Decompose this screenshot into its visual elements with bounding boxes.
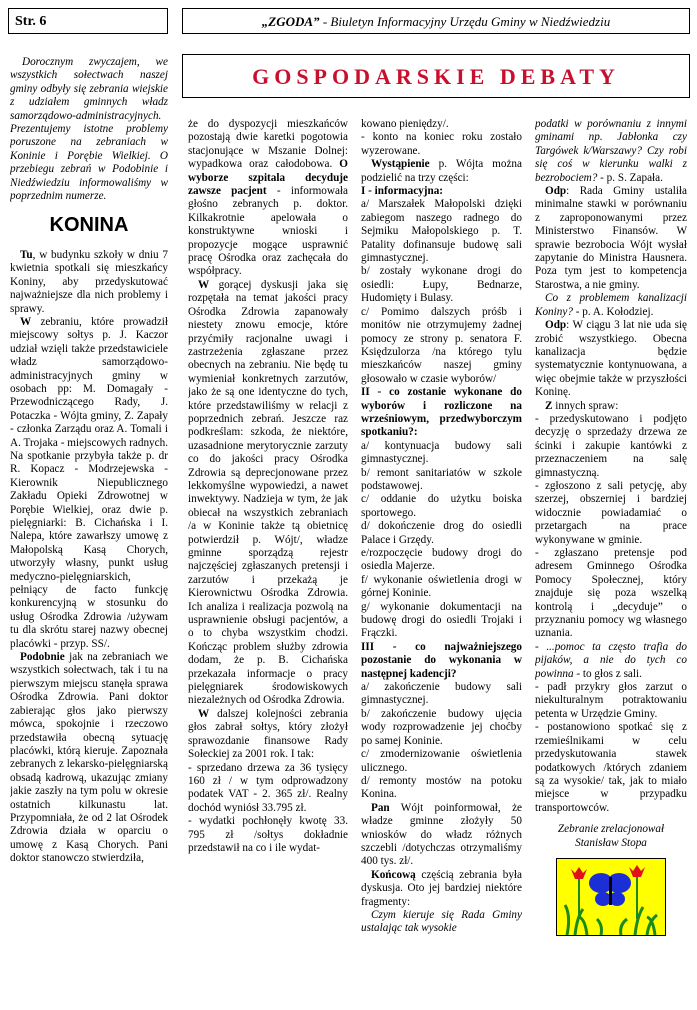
list-item: c/ zmodernizowanie oświetlenia ulicznego.	[361, 748, 522, 774]
list-item: f/ wykonanie oświetlenia drogi w górnej Koninie.	[361, 573, 522, 600]
paragraph-text: jak na zebraniach we wszystkich sołectwach, tak i tu na pierwszym miejscu stanęła sprawa Ośrodka Zdrowia. Pani doktor zabierając głos jako pierwszy mówca, spokojnie i rzeczowo przedstawiła obecną sytuację placówki, którą kieruje. Zapoznała zebranych z lekarsko-pielęgniarską obsadą kadrową, ukazując zmiany jakie zaszły na tym polu w okresie ostatnich kilkunastu lat. Przypomniała, że od 2 lat Ośrodek Zdrowia działa w oparciu o umowę z Kasą Chorych. Pani doktor stanowczo stwierdziła,	[10, 651, 168, 865]
answer-label: Odp	[545, 185, 567, 198]
signature-line-1: Zebranie zrelacjonował	[557, 823, 665, 836]
question-author: - p. A. Kołodziej.	[572, 305, 654, 318]
paragraph-text: - informowała głośno zebranych p. doktor. Kilkakrotnie apelowała o konstruktywne wnioski i propozycje mogące usprawnić pracę Ośrodka oraz zachęcała do współpracy.	[188, 185, 348, 278]
paragraph	[10, 249, 168, 316]
paragraph	[535, 400, 687, 413]
list-item: d/ dokończenie drog do osiedli Palace i Grzędy.	[361, 520, 522, 546]
question	[535, 292, 687, 319]
column-4	[535, 118, 687, 1004]
paragraph	[361, 802, 522, 869]
paragraph	[188, 118, 348, 279]
list-item: c/ oddanie do użytku boiska sportowego.	[361, 493, 522, 519]
list-item: - konto na koniec roku zostało wyzerowane.	[361, 131, 522, 157]
drop-word: Podobnie	[20, 651, 65, 664]
subheading: III - co najważniejszego pozostanie do wykonania w następnej kadencji?	[361, 640, 522, 680]
paragraph	[188, 708, 348, 762]
paragraph-text: gorącej dyskusji jaka się rozpętała na temat jakości pracy Ośrodka Zdrowia zapanowały niestety znowu emocje, które przyćmiły racjonalne uwagi i zastrzeżenia zgłaszane przez obecnych na zebraniu. Nie będę tu wymieniał konkretnych zarzutów, jako że są one identyczne do tych, które przedstawiliśmy w relacji z poprzednich zebrań. Jeszcze raz podkreślam: szkoda, że niektóre, uzasadnione merytorycznie zarzuty co do jakości pracy Ośrodka Zdrowia są deprecjonowane przez lekkomyślne wypowiedzi, a nawet inwektywy. Nadzieja w tym, że jak obiecał na wszystkich zebraniach /a w Koninie także tą obietnicę potwierdził p. Wójt/, władze gminne sporządzą rejestr najczęściej zgłaszanych pretensji i zarzutów i przekażą je Kierownictwu Ośrodka Zdrowia. Ich analiza i realizacja pozwolą na usprawnienie obsługi pacjentów, a o to chyba wszystkim chodzi. Kończąc problem służby zdrowia dodam, że p. B. Cichańska przekazała informacje o pracy pielęgniarek środowiskowych niezależnych od Ośrodka Zdrowia.	[188, 278, 348, 707]
section-heading-konina: KONINA	[49, 214, 129, 237]
drop-word: Z	[545, 399, 553, 412]
list-item: g/ wykonanie dokumentacji na budowę drogi do osiedli Trojaki i Frączki.	[361, 600, 522, 640]
column-1	[10, 56, 168, 1004]
emphasis-text: O wyborze szpitala decyduje zawsze pacjent	[188, 158, 348, 198]
list-item: - zgłoszono z sali petycję, aby szerzej, obszerniej i bardziej widocznie powiadamiać o przetargach na prace wykonywane w gminie.	[535, 479, 687, 546]
list-item: - wydatki pochłonęły kwotę 33. 795 zł /sołtys dokładnie przedstawił na co i ile wydat-	[188, 815, 348, 854]
column-2	[188, 118, 348, 1004]
list-item	[535, 641, 687, 681]
question: Czym kieruje się Rada Gminy ustalając tak wysokie	[361, 908, 522, 935]
drop-word: W	[198, 707, 210, 720]
paragraph-text: zebraniu, które prowadził miejscowy sołtys p. J. Kaczor udział wzięli także przedstawiciele władz samorządowo-administracyjnych gminy w osobach pp: M. Domagały - Przewodniczącego Rady, J. Potaczka - Wójta gminy, Z. Zapały - członka Zarządu oraz A. Tomali i A. Trojaka - miejscowych radnych. Na spotkanie przybyła także p. dr R. Kopacz - Modrzejewska - Kierownik Niepublicznego Zakładu Opieki Zdrowotnej w Porębie Wielkiej, oraz dwie p. pielęgniarki: B. Cichańska i I. Nalepa, które zawarłszy umowę z Małopolską Kasą Chorych, utworzyły własny, punkt usług medyczno-pielęgniarskich, pełniący de facto funkcję konkurencyjną w stosunku do usług Ośrodka Zdrowia /używam tu dla skrótu starej nazwy obecnej placówki - przyp. SS/.	[10, 315, 168, 650]
article-lead	[10, 56, 168, 203]
paragraph-text: częścią zebrania była dyskusja. Oto jej bardziej niektóre fragmenty:	[361, 868, 522, 908]
list-item: d/ remonty mostów na potoku Konina.	[361, 774, 522, 801]
paragraph-text: , w budynku szkoły w dniu 7 kwietnia spotkali się mieszkańcy Koniny, aby przedyskutować najważniejsze dla nich problemy i sprawy.	[10, 248, 168, 315]
question-author: - p. S. Zapała.	[597, 171, 663, 184]
paragraph-text: dalszej kolejności zebrania głos zabrał sołtys, który złożył sprawozdanie finansowe Rady Sołeckiej za 2001 rok. I tak:	[188, 707, 348, 761]
answer	[535, 185, 687, 292]
paragraph-text: że do dyspozycji mieszkańców pozostają dwie karetki pogotowia stacjonujące w Mszanie Dolnej: wypadkowa oraz całodobowa.	[188, 118, 348, 171]
drop-word: Tu	[20, 248, 33, 261]
paragraph	[10, 316, 168, 651]
bulletin-header	[182, 8, 690, 34]
list-item: a/ Marszałek Małopolski dzięki zabiegom naszego radnego do Sejmiku Małopolskiego p. T. Patality dofinansuje budowę sali gimnastycznej.	[361, 198, 522, 265]
paragraph-text: Wójt poinformował, że władze gminne złożyły 50 wniosków do władz różnych szczebli /dotychczas otrzymaliśmy 400 tys. zł/.	[361, 801, 522, 868]
paragraph	[188, 279, 348, 708]
subheading: II - co zostanie wykonane do wyborów i rozliczone na wrześniowym, przedwyborczym spotkaniu?:	[361, 386, 522, 439]
list-item: b/ zostały wykonane drogi do osiedli: Łupy, Bednarze, Hudomięty i Bulasy.	[361, 265, 522, 305]
drop-word: Wystąpienie	[371, 158, 430, 171]
page-number: Str. 6	[8, 8, 168, 34]
answer-text: : W ciągu 3 lat nie uda się zrobić wszystkiego. Obecna kanalizacja będzie systematycznie kontynuowana, a więc obejmie także w przyszłości Koninę.	[535, 319, 687, 399]
article-headline: GOSPODARSKIE DEBATY	[182, 54, 690, 98]
list-item: a/ zakończenie budowy sali gimnastycznej.	[361, 681, 522, 707]
list-item: - przedyskutowano i podjęto decyzję o sprzedaży drzewa ze ścinki i zakupie kantówki z przeznaczeniem na salę gimnastyczną.	[535, 412, 687, 479]
paragraph-text: p. Wójta można podzielić na trzy części:	[361, 158, 522, 184]
quote-source: - to głos z sali.	[573, 667, 642, 680]
list-item: - postanowiono spotkać się z rzemieślnikami w celu przedyskutowania stawek podatkowych /których zdaniem są za wysokie/ tak, jak to miało miejsce w przypadku transportowców.	[535, 721, 687, 814]
flowers-butterfly-illustration	[556, 858, 666, 936]
list-item: - sprzedano drzewa za 36 tysięcy 160 zł / w tym odprowadzony podatek VAT - 2. 365 zł/. Realny dochód wyniósł 33.795 zł.	[188, 761, 348, 814]
lead-text: Dorocznym zwyczajem, we wszystkich sołectwach naszej gminy odbyły się zebrania wiejskie z udziałem gminnych władz samorządowo-administracyjnych. Prezentujemy istotne problemy poruszone na zebraniach w Koninie i Porębie Wielkiej. O przebiegu zebrań w Podobinie i Niedźwiedziu informowaliśmy w poprzednim numerze.	[10, 56, 168, 203]
paragraph	[10, 651, 168, 866]
subheading: I - informacyjna:	[361, 185, 444, 198]
drop-word: W	[198, 278, 210, 291]
author-signature	[535, 823, 687, 850]
list-item: - padł przykry głos zarzut o niekulturalnym potraktowaniu petenta w Urzędzie Gminy.	[535, 681, 687, 720]
drop-word: Pan	[371, 801, 390, 814]
question	[535, 118, 687, 185]
answer	[535, 319, 687, 399]
list-item: a/ kontynuacja budowy sali gimnastycznej.	[361, 439, 522, 466]
question-text: podatki w porównaniu z innymi gminami np. Jabłonka czy Targówek k/Warszawy? Czy robi się coś w kierunku walki z bezrobociem?	[535, 118, 687, 184]
bulletin-name: „ZGODA”	[261, 14, 320, 29]
paragraph	[361, 158, 522, 185]
paragraph-text: innych spraw:	[552, 399, 619, 412]
list-item: - zgłaszano pretensje pod adresem Gminnego Ośrodka Pomocy Społecznej, który znajduje się poza wszelką kontrolą i „decyduje” o przyznaniu pomocy wg własnego uznania.	[535, 547, 687, 640]
paragraph	[361, 869, 522, 909]
answer-text: : Rada Gminy ustaliła minimalne stawki w porównaniu z zaproponowanymi przez Ministerstwo Finansów. W sprawie bezrobocia Wójt wysłał zapytanie do Ministra Hausnera. Poza tym jest to kompetencja Starostwa, a nie gminy.	[535, 185, 687, 291]
list-item: c/ Pomimo dalszych próśb i monitów nie otrzymujemy żadnej pomocy ze strony p. senatora F. Księdzulorza /na którego tylu mieszkańców naszej gminy głosowało w czasie wyborów/	[361, 305, 522, 385]
list-item: e/rozpoczęcie budowy drogi do osiedla Majerze.	[361, 547, 522, 573]
bulletin-subtitle: - Biuletyn Informacyjny Urzędu Gminy w Niedźwiedziu	[319, 14, 611, 29]
paragraph: kowano pieniędzy/.	[361, 118, 449, 130]
drop-word: Końcową	[371, 868, 416, 881]
list-item: b/ zakończenie budowy ujęcia wody rozprowadzenie jej choćby po samej Koninie.	[361, 707, 522, 747]
answer-label: Odp	[545, 319, 567, 332]
signature-line-2: Stanisław Stopa	[575, 836, 647, 849]
column-3	[361, 118, 522, 1004]
quote-text: - ...pomoc ta często trafia do pijaków, a nie do tych co powinna	[535, 640, 687, 680]
list-item: b/ remont sanitariatów w szkole podstawowej.	[361, 466, 522, 492]
drop-word: W	[20, 315, 32, 328]
question-text: Co z problemem kanalizacji Koniny?	[535, 292, 687, 318]
